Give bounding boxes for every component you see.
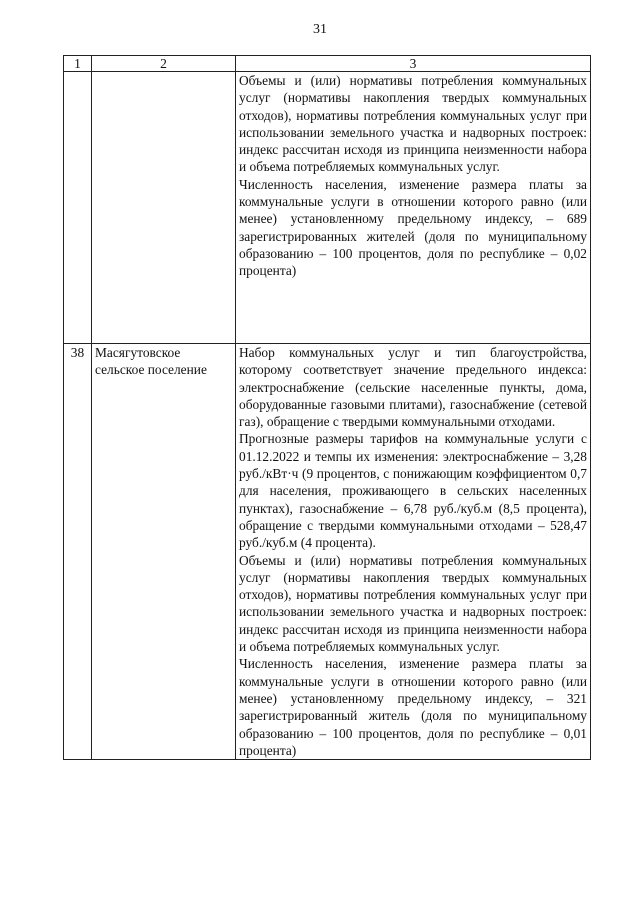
page-number: 31 <box>313 22 327 37</box>
municipality-name-cell <box>92 72 236 344</box>
paragraph: Объемы и (или) нормативы потребления коммунальных услуг (нормативы накопления твердых коммунальных отходов), нормативы потребления коммунальных услуг при использовании земельного участка и надворных построек: индекс рассчитан исходя из принципа неизменности набора и объема потребляемых коммунальных услуг. <box>239 73 587 175</box>
paragraph: Численность населения, изменение размера платы за коммунальные услуги в отношении которого равно (или менее) установленному предельному индексу, – 689 зарегистрированных жителей (доля по муниципальному образованию – 100 процентов, доля по республике – 0,02 процента) <box>239 176 587 279</box>
paragraph: Объемы и (или) нормативы потребления коммунальных услуг (нормативы накопления твердых коммунальных отходов), нормативы потребления коммунальных услуг при использовании земельного участка и надворных построек: индекс рассчитан исходя из принципа неизменности набора и объема потребляемых коммунальных услуг. <box>239 552 587 655</box>
paragraph: Набор коммунальных услуг и тип благоустройства, которому соответствует значение предельного индекса: электроснабжение (сельские населенные пункты, дома, оборудованные газовыми плитами), газоснабжение (сетевой газ), обращение с твердыми коммунальными отходами. <box>239 345 587 430</box>
table-header-row <box>64 56 591 72</box>
column-header: 3 <box>236 56 591 72</box>
municipality-name-cell: Масягутовское сельское поселение <box>92 344 236 760</box>
row-number-cell: 38 <box>64 344 92 760</box>
paragraph: Прогнозные размеры тарифов на коммунальные услуги с 01.12.2022 и темпы их изменения: электроснабжение – 3,28 руб./кВт·ч (9 процентов, с понижающим коэффициентом 0,7 для населения, проживающего в сельских населенных пунктах), газоснабжение – 6,78 руб./куб.м (8,5 процента), обращение с твердыми коммунальными отходами – 528,47 руб./куб.м (4 процента). <box>239 431 587 551</box>
row-number-cell <box>64 72 92 344</box>
description-cell <box>236 344 591 760</box>
table-row <box>64 72 591 344</box>
paragraph: Численность населения, изменение размера платы за коммунальные услуги в отношении которого равно (или менее) установленному предельному индексу, – 321 зарегистрированный житель (доля по муниципальному образованию – 100 процентов, доля по республике – 0,01 процента) <box>239 656 587 758</box>
column-header: 2 <box>92 56 236 72</box>
table-row <box>64 344 591 760</box>
description-cell <box>236 72 591 344</box>
column-header: 1 <box>64 56 92 72</box>
data-table <box>63 55 591 760</box>
